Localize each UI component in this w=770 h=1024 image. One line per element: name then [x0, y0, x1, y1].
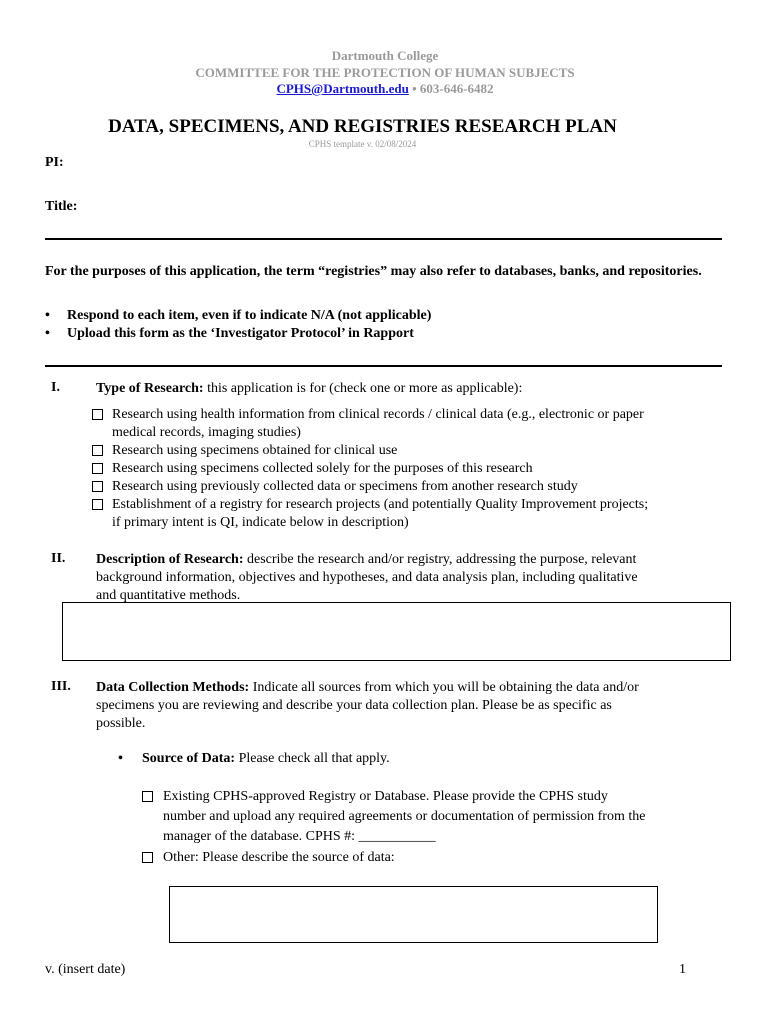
- section-1-heading: Type of Research:: [96, 381, 204, 396]
- research-type-option[interactable]: [92, 442, 652, 460]
- bullet-icon: •: [45, 326, 50, 341]
- research-type-option[interactable]: [92, 478, 652, 496]
- footer-version: v. (insert date): [45, 962, 126, 977]
- divider: [45, 238, 722, 240]
- section-1-prompt: [96, 380, 656, 398]
- contact-line: [0, 81, 770, 97]
- description-response-box[interactable]: [62, 602, 731, 661]
- option-label: Research using previously collected data or specimens from another research study: [112, 479, 578, 494]
- title-label: Title:: [45, 199, 78, 214]
- checkbox[interactable]: [92, 481, 103, 492]
- bullet-icon: •: [45, 308, 50, 323]
- checkbox[interactable]: [92, 409, 103, 420]
- intro-text: For the purposes of this application, the term “registries” may also refer to databases, banks, and repositories.: [45, 264, 702, 279]
- document-title: DATA, SPECIMENS, AND REGISTRIES RESEARCH PLAN: [108, 116, 617, 137]
- checkbox[interactable]: [142, 852, 153, 863]
- option-label: Research using specimens collected solely for the purposes of this research: [112, 461, 533, 476]
- checkbox[interactable]: [92, 463, 103, 474]
- research-type-option[interactable]: [92, 496, 652, 532]
- section-3-text: Indicate all sources from which you will be obtaining the data and/or specimens you are reviewing and describe your data collection plan. Please be as specific as possible.: [96, 680, 639, 731]
- committee-name: COMMITTEE FOR THE PROTECTION OF HUMAN SUBJECTS: [195, 65, 575, 80]
- section-2-heading: Description of Research:: [96, 552, 244, 567]
- option-label: Establishment of a registry for research projects (and potentially Quality Improvement projects; if primary intent is QI, indicate below in description): [112, 497, 649, 530]
- section-2-number: II.: [51, 551, 66, 566]
- section-3-number: III.: [51, 679, 71, 694]
- section-1-number: I.: [51, 380, 60, 395]
- checkbox[interactable]: [142, 791, 153, 802]
- checkbox[interactable]: [92, 499, 103, 510]
- page-number: 1: [679, 962, 686, 977]
- contact-separator: •: [408, 81, 420, 96]
- option-label: Research using health information from clinical records / clinical data (e.g., electronic or paper medical records, imaging studies): [112, 407, 644, 440]
- section-2-prompt: [96, 551, 641, 605]
- option-label: Existing CPHS-approved Registry or Database. Please provide the CPHS study number and upload any required agreements or documentation of permission from the manager of the database. CPHS #: ___________: [163, 789, 646, 844]
- pi-label: PI:: [45, 155, 64, 170]
- section-2-text: describe the research and/or registry, addressing the purpose, relevant background information, objectives and hypotheses, and data analysis plan, including qualitative and quantitative methods.: [96, 552, 638, 603]
- option-label: Research using specimens obtained for clinical use: [112, 443, 398, 458]
- option-label: Other: Please describe the source of data:: [163, 850, 395, 865]
- bullet-icon: •: [118, 751, 123, 766]
- phone-number: 603-646-6482: [419, 81, 494, 96]
- divider: [45, 365, 722, 367]
- template-version: CPHS template v. 02/08/2024: [308, 139, 417, 149]
- intro-bullet-text: Respond to each item, even if to indicate N/A (not applicable): [67, 308, 432, 323]
- source-of-data-heading: Source of Data:: [142, 751, 236, 766]
- intro-bullet: [45, 308, 431, 324]
- source-of-data-text: Please check all that apply.: [235, 751, 390, 766]
- section-1-text: this application is for (check one or more as applicable):: [203, 381, 523, 396]
- source-response-box[interactable]: [169, 886, 658, 943]
- source-of-data-bullet: [118, 751, 390, 767]
- data-source-option[interactable]: [142, 848, 652, 868]
- checkbox[interactable]: [92, 445, 103, 456]
- email-link[interactable]: CPHS@Dartmouth.edu: [276, 81, 409, 96]
- intro-bullet: [45, 326, 414, 342]
- institution-name: Dartmouth College: [331, 48, 439, 63]
- section-3-heading: Data Collection Methods:: [96, 680, 250, 695]
- section-3-prompt: [96, 679, 646, 733]
- intro-bullet-text: Upload this form as the ‘Investigator Protocol’ in Rapport: [67, 326, 414, 341]
- research-type-option[interactable]: [92, 460, 652, 478]
- research-type-option[interactable]: [92, 406, 652, 442]
- data-source-option[interactable]: [142, 787, 652, 847]
